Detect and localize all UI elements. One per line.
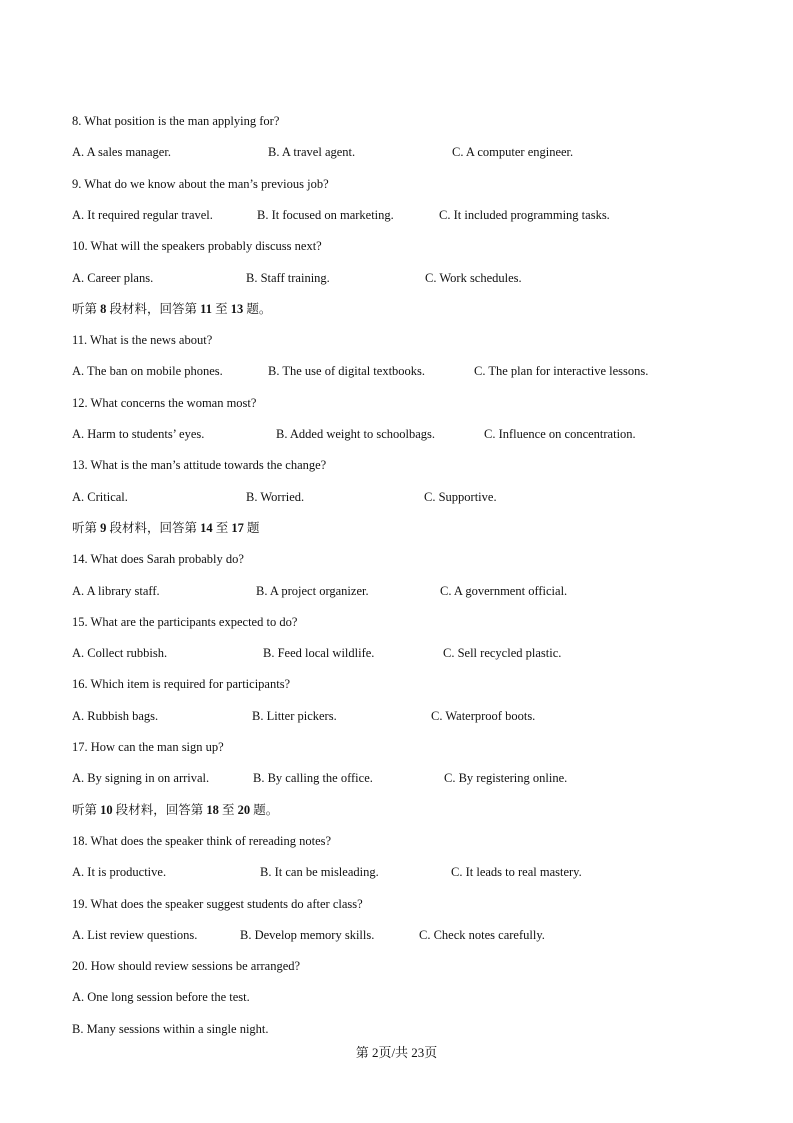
option-c: C. The plan for interactive lessons. — [474, 364, 649, 379]
option-c: C. Waterproof boots. — [431, 708, 536, 723]
option-b: B. Develop memory skills. — [240, 927, 375, 942]
question-text: 11. What is the news about? — [72, 333, 213, 348]
option-a: A. It is productive. — [72, 865, 167, 880]
section-heading — [72, 301, 271, 317]
section-heading-part: 段材料，回答第 — [112, 802, 207, 817]
option-a: A. Harm to students’ eyes. — [72, 427, 205, 441]
option-a: A. A library staff. — [72, 583, 160, 598]
option-c: C. Supportive. — [424, 489, 497, 504]
section-heading-part: 13 — [230, 301, 244, 316]
option-c: C. It included programming tasks. — [439, 207, 610, 222]
option-a: A. Career plans. — [72, 270, 154, 285]
option-b: B. Litter pickers. — [252, 708, 337, 723]
option-b: B. Added weight to schoolbags. — [276, 427, 436, 441]
section-heading — [72, 802, 278, 818]
section-heading-part: 11 — [200, 301, 212, 316]
section-heading-part: 至 — [212, 520, 232, 535]
option-b: B. Feed local wildlife. — [263, 646, 375, 661]
option-b: B. A project organizer. — [256, 583, 369, 598]
section-heading-part: 9 — [100, 520, 107, 535]
option-a: A. Collect rubbish. — [72, 646, 168, 661]
page-footer: 第 2页/共 23页 — [355, 1045, 438, 1060]
section-heading-part: 题 — [243, 520, 260, 535]
section-heading-part: 段材料，回答第 — [106, 301, 201, 316]
option-c: C. By registering online. — [444, 771, 568, 786]
section-heading-part: 题。 — [243, 301, 272, 316]
option-c: C. Work schedules. — [425, 270, 522, 285]
section-heading-part: 20 — [237, 802, 251, 817]
option-c: C. A computer engineer. — [452, 145, 574, 160]
section-heading-part: 听第 — [72, 301, 101, 316]
option-c: C. Influence on concentration. — [484, 427, 636, 441]
option-c: C. Check notes carefully. — [419, 927, 545, 942]
section-heading-part: 题。 — [250, 802, 279, 817]
section-heading-part: 至 — [218, 802, 238, 817]
option-b: B. Worried. — [246, 489, 305, 504]
question-text: 19. What does the speaker suggest students do after class? — [72, 896, 363, 911]
section-heading-part: 8 — [100, 301, 107, 316]
option-b: B. It focused on marketing. — [257, 207, 394, 222]
option-c: C. It leads to real mastery. — [451, 865, 582, 880]
option-c: C. Sell recycled plastic. — [443, 646, 562, 661]
option-a: A. Rubbish bags. — [72, 708, 159, 723]
question-text: 17. How can the man sign up? — [72, 740, 224, 754]
option-a: A. Critical. — [72, 489, 128, 504]
question-text: 9. What do we know about the man’s previous job? — [72, 176, 329, 191]
option-a: A. It required regular travel. — [72, 207, 213, 222]
question-text: 20. How should review sessions be arranged? — [72, 959, 301, 974]
question-text: B. Many sessions within a single night. — [72, 1021, 269, 1036]
option-a: A. The ban on mobile phones. — [72, 364, 223, 379]
section-heading — [72, 520, 260, 536]
question-text: 10. What will the speakers probably discuss next? — [72, 239, 322, 254]
question-text: 14. What does Sarah probably do? — [72, 552, 244, 567]
option-a: A. A sales manager. — [72, 145, 171, 160]
section-heading-part: 17 — [231, 520, 244, 535]
section-heading-part: 14 — [200, 520, 213, 535]
option-c: C. A government official. — [440, 583, 568, 598]
question-text: 15. What are the participants expected to do? — [72, 614, 298, 629]
section-heading-part: 听第 — [72, 520, 101, 535]
question-text: A. One long session before the test. — [72, 990, 250, 1005]
option-b: B. By calling the office. — [253, 771, 373, 786]
question-text: 8. What position is the man applying for? — [72, 114, 280, 128]
option-a: A. By signing in on arrival. — [72, 771, 210, 786]
question-text: 12. What concerns the woman most? — [72, 395, 257, 410]
question-text: 16. Which item is required for participants? — [72, 677, 291, 692]
option-b: B. A travel agent. — [268, 145, 356, 160]
section-heading-part: 段材料，回答第 — [106, 520, 201, 535]
section-heading-part: 至 — [211, 301, 231, 316]
question-text: 18. What does the speaker think of rereading notes? — [72, 833, 332, 848]
option-b: B. Staff training. — [246, 270, 330, 285]
section-heading-part: 18 — [206, 802, 219, 817]
section-heading-part: 听第 — [72, 802, 101, 817]
option-a: A. List review questions. — [72, 927, 198, 942]
option-b: B. The use of digital textbooks. — [268, 364, 426, 379]
question-text: 13. What is the man’s attitude towards the change? — [72, 458, 327, 473]
option-b: B. It can be misleading. — [260, 865, 379, 880]
section-heading-part: 10 — [100, 802, 113, 817]
